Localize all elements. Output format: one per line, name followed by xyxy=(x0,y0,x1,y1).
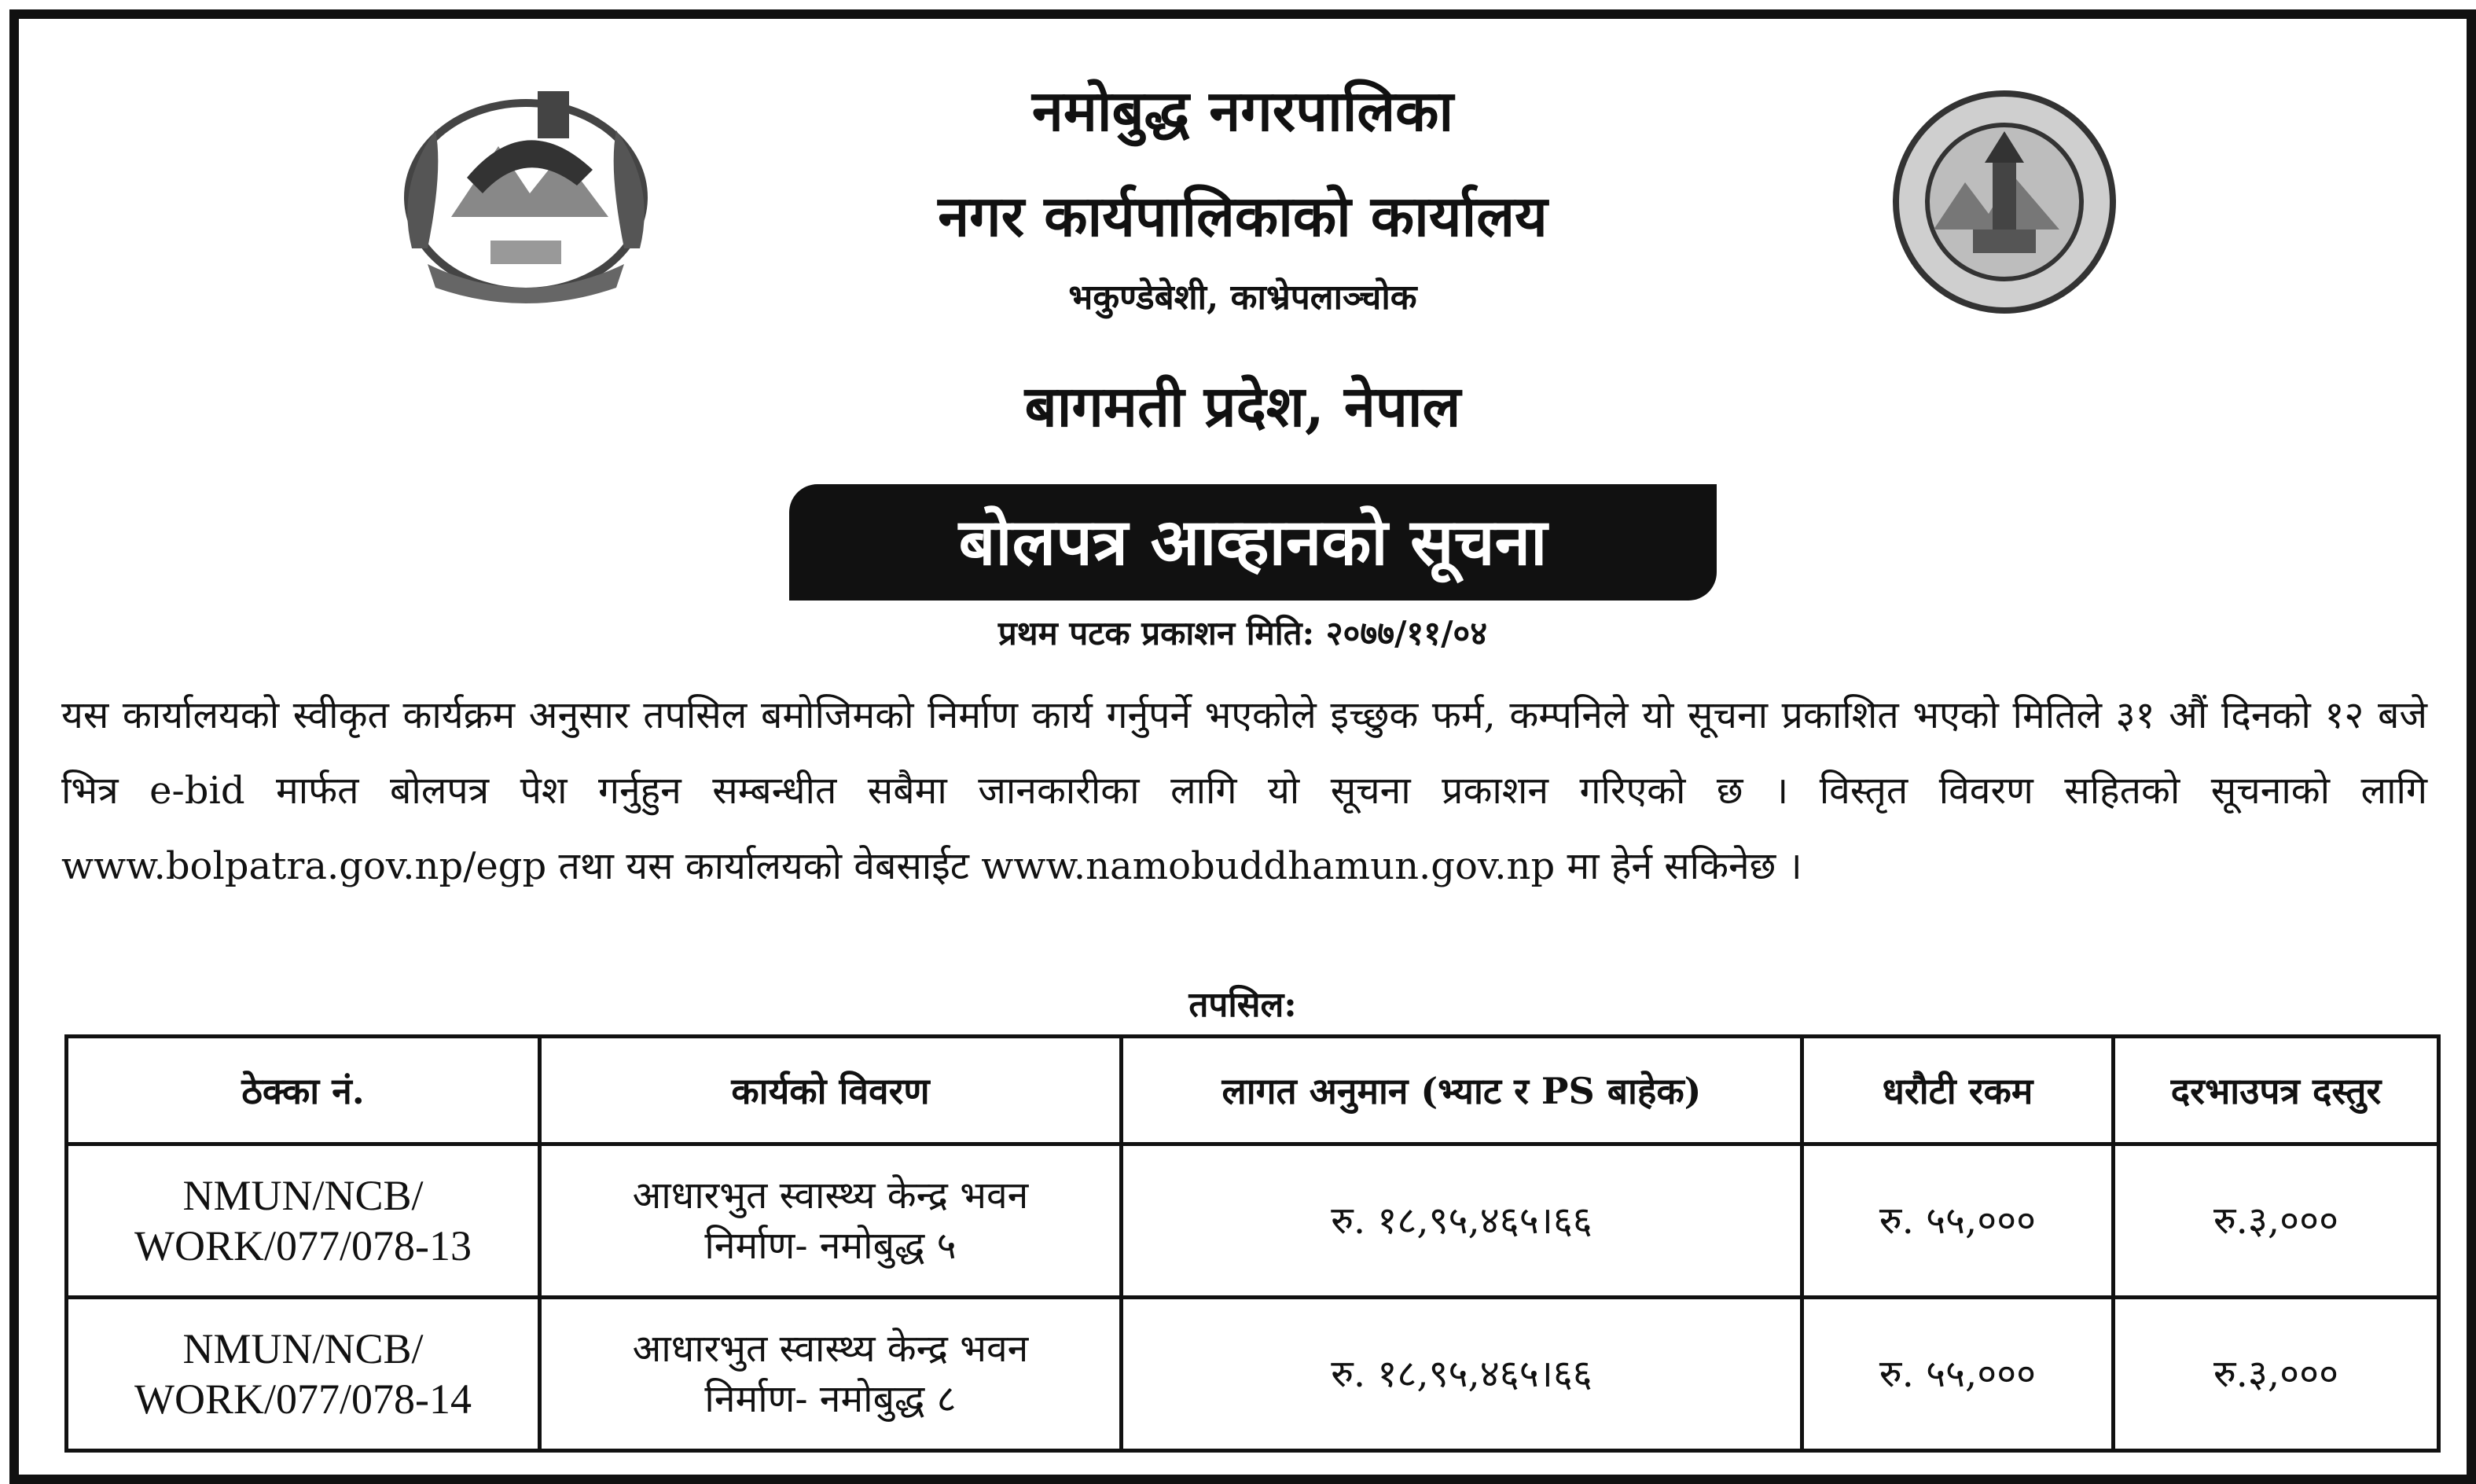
table-header-row xyxy=(67,1037,2439,1144)
contract-no-line: NMUN/NCB/ xyxy=(182,1172,424,1219)
contract-no-line: WORK/077/078-13 xyxy=(134,1222,472,1269)
contract-no-line: WORK/077/078-14 xyxy=(134,1376,472,1423)
details-label: तपसिल: xyxy=(1188,985,1297,1025)
contract-no-cell xyxy=(67,1144,540,1298)
header-contract-no: ठेक्का नं. xyxy=(67,1037,540,1144)
header-bid-fee: दरभाउपत्र दस्तुर xyxy=(2114,1037,2439,1144)
header-description: कार्यको विवरण xyxy=(540,1037,1122,1144)
office-address: भकुण्डेबेशी, काभ्रेपलाञ्चोक xyxy=(1068,277,1417,318)
province-country: बागमती प्रदेश, नेपाल xyxy=(1024,373,1461,439)
description-line: निर्माण- नमोबुद्ध ८ xyxy=(704,1377,957,1421)
bid-fee-cell: रु.३,००० xyxy=(2114,1298,2439,1451)
security-amount-cell: रु. ५५,००० xyxy=(1802,1298,2114,1451)
tender-table xyxy=(64,1034,2441,1453)
office-name: नगर कार्यपालिकाको कार्यालय xyxy=(938,182,1548,249)
bid-fee-cell: रु.३,००० xyxy=(2114,1144,2439,1298)
header-security-amount: धरौटी रकम xyxy=(1802,1037,2114,1144)
notice-body: यस कार्यालयको स्वीकृत कार्यक्रम अनुसार तपसिल बमोजिमको निर्माण कार्य गर्नुपर्ने भएकोले इच्छुक फर्म, कम्पनिले यो सूचना प्रकाशित भएको मितिले ३१ औं दिनको १२ बजे भित्र e-bid मार्फत बोलपत्र पेश गर्नुहुन सम्बन्धीत सबैमा जानकारीका लागि यो सूचना प्रकाशन गरिएको छ । विस्तृत विवरण सहितको सूचनाको लागि www.bolpatra.gov.np/egp तथा यस कार्यालयको वेबसाईट www.namobuddhamun.gov.np मा हेर्न सकिनेछ । xyxy=(61,693,2427,888)
table-row xyxy=(67,1298,2439,1451)
notice-frame xyxy=(9,9,2476,1484)
publication-date: प्रथम पटक प्रकाशन मिति: २०७७/११/०४ xyxy=(997,614,1488,652)
security-amount-cell: रु. ५५,००० xyxy=(1802,1144,2114,1298)
org-name: नमोबुद्ध नगरपालिका xyxy=(1031,77,1454,144)
header-cost-estimate: लागत अनुमान (भ्याट र PS बाहेक) xyxy=(1122,1037,1802,1144)
contract-no-line: NMUN/NCB/ xyxy=(182,1325,424,1372)
cost-estimate-cell: रु. १८,९५,४६५।६६ xyxy=(1122,1144,1802,1298)
description-cell xyxy=(540,1144,1122,1298)
description-line: आधारभुत स्वास्थ्य केन्द्र भवन xyxy=(632,1174,1029,1218)
notice-title: बोलपत्र आव्हानको सूचना xyxy=(789,484,1717,601)
description-cell xyxy=(540,1298,1122,1451)
cost-estimate-cell: रु. १८,९५,४६५।६६ xyxy=(1122,1298,1802,1451)
description-line: निर्माण- नमोबुद्ध ५ xyxy=(704,1224,957,1268)
table-row xyxy=(67,1144,2439,1298)
description-line: आधारभुत स्वास्थ्य केन्द्र भवन xyxy=(632,1327,1029,1371)
contract-no-cell xyxy=(67,1298,540,1451)
